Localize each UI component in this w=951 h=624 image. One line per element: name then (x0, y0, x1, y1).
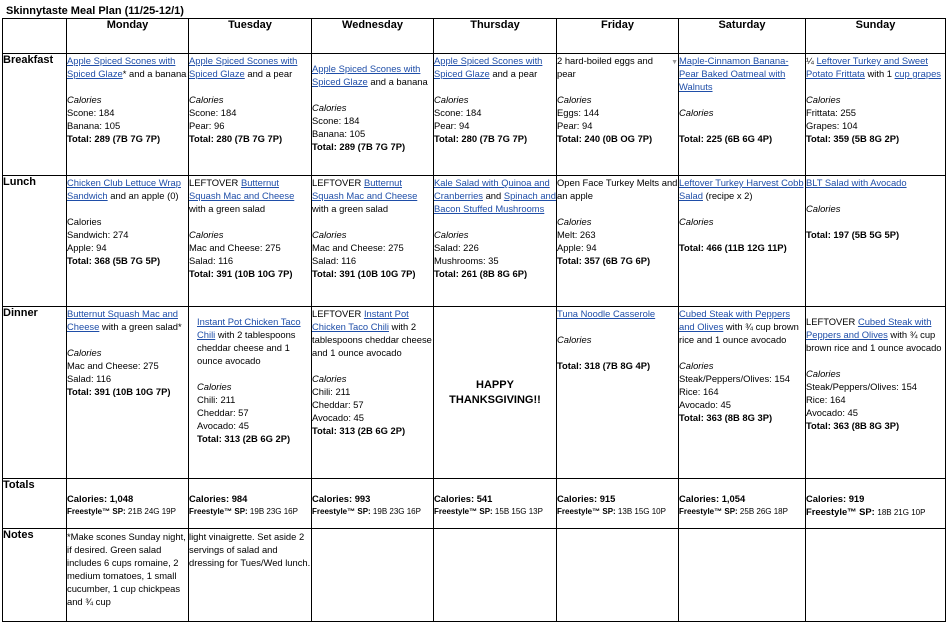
breakfast-row (3, 54, 946, 176)
dropdown-arrow-icon[interactable]: ▼ (671, 59, 678, 66)
calorie-line: Avocado: 45 (312, 412, 364, 423)
calories-label: Calories (806, 203, 841, 214)
lunch-sunday (806, 176, 946, 307)
totals-friday (557, 479, 679, 529)
total-line: Total: 280 (7B 7G 7P) (434, 133, 528, 144)
total-line: Total: 197 (5B 5G 5P) (806, 229, 900, 240)
recipe-link[interactable]: Chicken Club Lettuce Wrap Sandwich (67, 177, 181, 201)
calorie-line: Cheddar: 57 (312, 399, 364, 410)
calorie-line: Mac and Cheese: 275 (189, 242, 281, 253)
freestyle-sp: Freestyle™ SP: 18B 21G 10P (806, 506, 926, 517)
calories-label: Calories (67, 94, 102, 105)
row-label-totals: Totals (3, 479, 67, 529)
calorie-line: Rice: 164 (679, 386, 719, 397)
totals-monday (67, 479, 189, 529)
total-line: Total: 318 (7B 8G 4P) (557, 360, 651, 371)
calorie-line: Scone: 184 (67, 107, 115, 118)
day-header-tuesday: Tuesday (189, 19, 312, 54)
calorie-line: Salad: 116 (67, 373, 112, 384)
notes-saturday (679, 529, 806, 622)
recipe-link[interactable]: Apple Spiced Scones with Spiced Glaze (67, 55, 176, 79)
dinner-row (3, 307, 946, 479)
calories-label: Calories (434, 94, 469, 105)
row-label-dinner: Dinner (3, 307, 67, 479)
recipe-link[interactable]: Cubed Steak with Peppers and Olives (806, 316, 932, 340)
freestyle-sp: Freestyle™ SP: 15B 15G 13P (434, 507, 543, 516)
calorie-line: Mac and Cheese: 275 (67, 360, 159, 371)
daily-calories: Calories: 919 (806, 493, 865, 504)
calories-label: Calories (67, 216, 102, 227)
total-line: Total: 240 (0B OG 7P) (557, 133, 653, 144)
total-line: Total: 391 (10B 10G 7P) (189, 268, 293, 279)
calorie-line: Frittata: 255 (806, 107, 857, 118)
total-line: Total: 359 (5B 8G 2P) (806, 133, 900, 144)
totals-sunday (806, 479, 946, 529)
calories-label: Calories (434, 229, 469, 240)
daily-calories: Calories: 1,054 (679, 493, 746, 504)
calories-label: Calories (312, 373, 347, 384)
breakfast-wednesday (312, 54, 434, 176)
calorie-line: Chili: 211 (312, 386, 351, 397)
recipe-link[interactable]: Instant Pot Chicken Taco Chili (312, 308, 409, 332)
corner-cell (3, 19, 67, 54)
total-line: Total: 391 (10B 10G 7P) (67, 386, 171, 397)
calorie-line: Mushrooms: 35 (434, 255, 499, 266)
daily-calories: Calories: 984 (189, 493, 248, 504)
day-header-monday: Monday (67, 19, 189, 54)
calorie-line: Steak/Peppers/Olives: 154 (806, 381, 917, 392)
total-line: Total: 466 (11B 12G 11P) (679, 242, 787, 253)
dinner-tuesday (189, 307, 312, 479)
breakfast-monday (67, 54, 189, 176)
calorie-line: Melt: 263 (557, 229, 596, 240)
calorie-line: Pear: 94 (434, 120, 470, 131)
recipe-link[interactable]: Kale Salad with Quinoa and Cranberries (434, 177, 550, 201)
calories-label: Calories (189, 229, 224, 240)
meal-text: LEFTOVER (312, 308, 364, 319)
recipe-link[interactable]: Cubed Steak with Peppers and Olives (679, 308, 791, 332)
meal-text: with a green salad (312, 203, 389, 214)
freestyle-sp: Freestyle™ SP: 19B 23G 16P (189, 507, 298, 516)
total-line: Total: 280 (7B 7G 7P) (189, 133, 283, 144)
calories-label: Calories (557, 94, 592, 105)
lunch-row (3, 176, 946, 307)
holiday-message: HAPPY THANKSGIVING!! (449, 378, 541, 406)
total-line: Total: 391 (10B 10G 7P) (312, 268, 416, 279)
calorie-line: Salad: 226 (434, 242, 479, 253)
daily-calories: Calories: 541 (434, 493, 493, 504)
calorie-line: Sandwich: 274 (67, 229, 129, 240)
calorie-line: Rice: 164 (806, 394, 846, 405)
total-line: Total: 368 (5B 7G 5P) (67, 255, 161, 266)
day-header-wednesday: Wednesday (312, 19, 434, 54)
calorie-line: Salad: 116 (189, 255, 234, 266)
notes-row (3, 529, 946, 622)
meal-text: with ¾ cup brown rice and 1 ounce avocado (806, 329, 942, 353)
calories-label: Calories (557, 334, 592, 345)
total-line: Total: 289 (7B 7G 7P) (312, 141, 406, 152)
calories-label: Calories (557, 216, 592, 227)
daily-calories: Calories: 915 (557, 493, 616, 504)
meal-text: LEFTOVER (189, 177, 241, 188)
total-line: Total: 363 (8B 8G 3P) (679, 412, 773, 423)
meal-text: and a banana (367, 76, 428, 87)
meal-text: and a pear (244, 68, 293, 79)
recipe-link[interactable]: Apple Spiced Scones with Spiced Glaze (189, 55, 298, 79)
lunch-tuesday (189, 176, 312, 307)
recipe-link[interactable]: BLT Salad with Avocado (806, 177, 907, 188)
calorie-line: Avocado: 45 (806, 407, 858, 418)
meal-text: * and a banana (122, 68, 187, 79)
calories-label: Calories (806, 368, 841, 379)
recipe-link[interactable]: Instant Pot Chicken Taco Chili (197, 316, 301, 340)
calories-label: Calories (679, 360, 714, 371)
calorie-line: Steak/Peppers/Olives: 154 (679, 373, 790, 384)
lunch-friday (557, 176, 679, 307)
meal-text: and a pear (489, 68, 538, 79)
meal-text: 2 hard-boiled eggs and pear (557, 55, 653, 79)
notes-sunday (806, 529, 946, 622)
dinner-sunday (806, 307, 946, 479)
calorie-line: Eggs: 144 (557, 107, 600, 118)
calories-label: Calories (189, 94, 224, 105)
meal-text: ¼ (806, 55, 817, 66)
header-row (3, 19, 946, 54)
lunch-monday (67, 176, 189, 307)
recipe-link[interactable]: Apple Spiced Scones with Spiced Glaze (434, 55, 543, 79)
lunch-wednesday (312, 176, 434, 307)
freestyle-sp: Freestyle™ SP: 25B 26G 18P (679, 507, 788, 516)
meal-text: with 1 (864, 68, 895, 79)
calorie-line: Apple: 94 (557, 242, 597, 253)
dinner-monday (67, 307, 189, 479)
calorie-line: Banana: 105 (312, 128, 366, 139)
page-title: Skinnytaste Meal Plan (11/25-12/1) (6, 5, 184, 17)
calorie-line: Mac and Cheese: 275 (312, 242, 404, 253)
total-line: Total: 357 (6B 7G 6P) (557, 255, 651, 266)
notes-wednesday (312, 529, 434, 622)
meal-text: LEFTOVER (806, 316, 858, 327)
total-line: Total: 289 (7B 7G 7P) (67, 133, 161, 144)
dinner-saturday (679, 307, 806, 479)
notes-thursday (434, 529, 557, 622)
meal-text: Open Face Turkey Melts and an apple (557, 177, 678, 201)
calorie-line: Grapes: 104 (806, 120, 858, 131)
freestyle-sp: Freestyle™ SP: 19B 23G 16P (312, 507, 421, 516)
totals-row (3, 479, 946, 529)
daily-calories: Calories: 993 (312, 493, 371, 504)
dinner-wednesday (312, 307, 434, 479)
recipe-link[interactable]: cup grapes (894, 68, 941, 79)
totals-thursday (434, 479, 557, 529)
total-line: Total: 363 (8B 8G 3P) (806, 420, 900, 431)
calorie-line: Banana: 105 (67, 120, 121, 131)
daily-calories: Calories: 1,048 (67, 493, 134, 504)
calorie-line: Cheddar: 57 (197, 407, 249, 418)
note-text: light vinaigrette. Set aside 2 servings of salad and dressing for Tues/Wed lunch. (189, 531, 311, 568)
day-header-friday: Friday (557, 19, 679, 54)
calories-label: Calories (312, 102, 347, 113)
recipe-link[interactable]: Maple-Cinnamon Banana-Pear Baked Oatmeal with Walnuts (679, 55, 789, 92)
day-header-saturday: Saturday (679, 19, 806, 54)
meal-text: with 2 tablespoons cheddar cheese and 1 ounce avocado (312, 321, 432, 358)
recipe-link[interactable]: Butternut Squash Mac and Cheese (312, 177, 418, 201)
calorie-line: Scone: 184 (189, 107, 237, 118)
day-header-thursday: Thursday (434, 19, 557, 54)
freestyle-sp: Freestyle™ SP: 21B 24G 19P (67, 507, 176, 516)
breakfast-thursday (434, 54, 557, 176)
breakfast-sunday (806, 54, 946, 176)
freestyle-sp: Freestyle™ SP: 13B 15G 10P (557, 507, 666, 516)
calorie-line: Apple: 94 (67, 242, 107, 253)
calorie-line: Avocado: 45 (197, 420, 249, 431)
meal-text: and an apple (0) (107, 190, 179, 201)
recipe-link[interactable]: Leftover Turkey Harvest Cobb Salad (679, 177, 804, 201)
recipe-link[interactable]: Spinach and Bacon Stuffed Mushrooms (434, 190, 556, 214)
calories-label: Calories (312, 229, 347, 240)
recipe-link[interactable]: Leftover Turkey and Sweet Potato Frittata (806, 55, 928, 79)
recipe-link[interactable]: Butternut Squash Mac and Cheese (67, 308, 179, 332)
lunch-thursday (434, 176, 557, 307)
notes-monday (67, 529, 189, 622)
row-label-lunch: Lunch (3, 176, 67, 307)
total-line: Total: 261 (8B 8G 6P) (434, 268, 528, 279)
meal-text: with ¾ cup brown rice and 1 ounce avocado (679, 321, 799, 345)
calorie-line: Pear: 96 (189, 120, 225, 131)
breakfast-tuesday (189, 54, 312, 176)
calories-label: Calories (806, 94, 841, 105)
recipe-link[interactable]: Butternut Squash Mac and Cheese (189, 177, 295, 201)
meal-text: with a green salad (189, 203, 266, 214)
notes-tuesday (189, 529, 312, 622)
recipe-link[interactable]: Apple Spiced Scones with Spiced Glaze (312, 63, 421, 87)
dinner-thursday (434, 307, 557, 479)
row-label-breakfast: Breakfast (3, 54, 67, 176)
calories-label: Calories (679, 216, 714, 227)
calories-label: Calories (197, 381, 232, 392)
row-label-notes: Notes (3, 529, 67, 622)
totals-wednesday (312, 479, 434, 529)
calorie-line: Avocado: 45 (679, 399, 731, 410)
calorie-line: Pear: 94 (557, 120, 593, 131)
note-text: *Make scones Sunday night, if desired. Green salad includes 6 cups romaine, 2 medium tomatoes, 1 small cucumber, 1 cup chickpeas and ¾ cup (67, 531, 186, 607)
calories-label: Calories (67, 347, 102, 358)
lunch-saturday (679, 176, 806, 307)
total-line: Total: 225 (6B 6G 4P) (679, 133, 773, 144)
total-line: Total: 313 (2B 6G 2P) (312, 425, 406, 436)
calorie-line: Chili: 211 (197, 394, 236, 405)
totals-tuesday (189, 479, 312, 529)
breakfast-friday (557, 54, 679, 176)
meal-text: with a green salad* (99, 321, 182, 332)
recipe-link[interactable]: Tuna Noodle Casserole (557, 308, 656, 319)
dinner-friday (557, 307, 679, 479)
calorie-line: Scone: 184 (312, 115, 360, 126)
meal-plan-table (2, 18, 946, 622)
meal-text: with 2 tablespoons cheddar cheese and 1 ounce avocado (197, 329, 296, 366)
breakfast-saturday (679, 54, 806, 176)
meal-text: LEFTOVER (312, 177, 364, 188)
calorie-line: Salad: 116 (312, 255, 357, 266)
total-line: Total: 313 (2B 6G 2P) (197, 433, 291, 444)
calorie-line: Scone: 184 (434, 107, 482, 118)
calories-label: Calories (679, 107, 714, 118)
totals-saturday (679, 479, 806, 529)
notes-friday (557, 529, 679, 622)
meal-text: (recipe x 2) (702, 190, 753, 201)
day-header-sunday: Sunday (806, 19, 946, 54)
meal-text: and (482, 190, 504, 201)
